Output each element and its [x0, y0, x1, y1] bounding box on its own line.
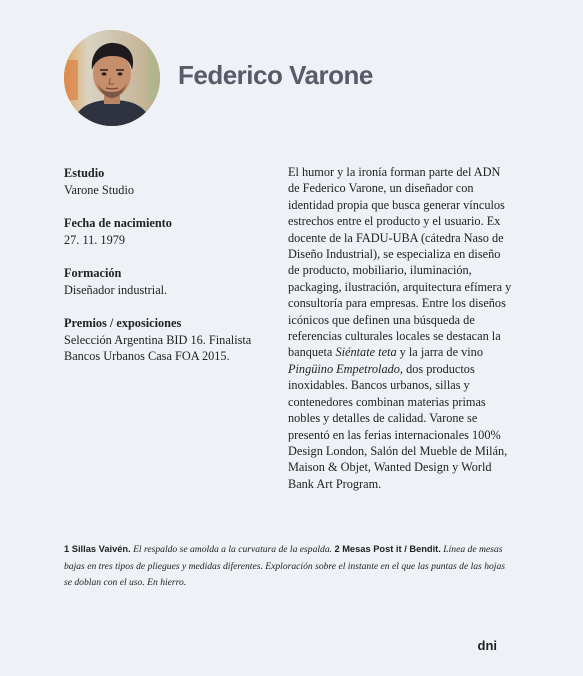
product-name: Pingüino Empetrolado: [288, 361, 400, 376]
profile-fields: [64, 165, 274, 382]
field-value: Selección Argentina BID 16. Finalista Bancos Urbanos Casa FOA 2015.: [64, 332, 252, 363]
caption-label: 1 Sillas Vaivén.: [64, 544, 131, 554]
product-name: Siéntate teta: [335, 345, 397, 360]
caption-text: El respaldo se amolda a la curvatura de la espalda.: [130, 544, 335, 555]
field-label: Estudio: [64, 166, 105, 180]
bio-intro: El humor y la ironía forman parte del ADN de Federico Varone, un diseñador con identidad propia que busca generar vínculos estrechos entre el producto y el usuario. Ex docente de la FADU-UBA (cátedra Naso de Diseño Industrial), se especializa en diseño de producto, mobiliario, iluminación, packaging, ilustración, arquitectura efímera y consultoría para empresas. Entre los diseños icónicos que definen una búsqueda de referencias culturales locales se destacan la banqueta: [288, 165, 512, 360]
field-value: Varone Studio: [64, 182, 135, 197]
field-awards: [64, 315, 274, 365]
caption-label: 2 Mesas Post it / Bendit.: [334, 544, 441, 554]
avatar: [64, 30, 160, 126]
page-title: Federico Varone: [178, 60, 373, 90]
portrait-photo-icon: [64, 30, 160, 126]
caption-text: Línea de mesas bajas en tres tipos de pliegues y medidas diferentes. Exploración sobre el instante en el que las puntas de las hojas se doblan con el uso. En hierro.: [64, 544, 505, 588]
image-caption: [64, 541, 514, 592]
field-studio: [64, 165, 274, 198]
bio-outro: , dos productos inoxidables. Bancos urbanos, sillas y contenedores combinan materias primas nobles y detalles de calidad. Varone se presentó en las ferias internacionales 100% Design London, Salón del Mueble de Milán, Maison & Objet, Wanted Design y World Bank Art Program.: [288, 361, 508, 491]
field-value: Diseñador industrial.: [64, 282, 168, 297]
bio-mid: y la jarra de vino: [396, 345, 483, 360]
folio-logo: dni: [477, 638, 497, 653]
field-label: Formación: [64, 266, 122, 280]
biography: [288, 164, 512, 492]
field-education: [64, 265, 274, 298]
field-label: Fecha de nacimiento: [64, 216, 172, 230]
field-label: Premios / exposiciones: [64, 316, 182, 330]
field-value: 27. 11. 1979: [64, 232, 126, 247]
field-birthdate: [64, 215, 274, 248]
